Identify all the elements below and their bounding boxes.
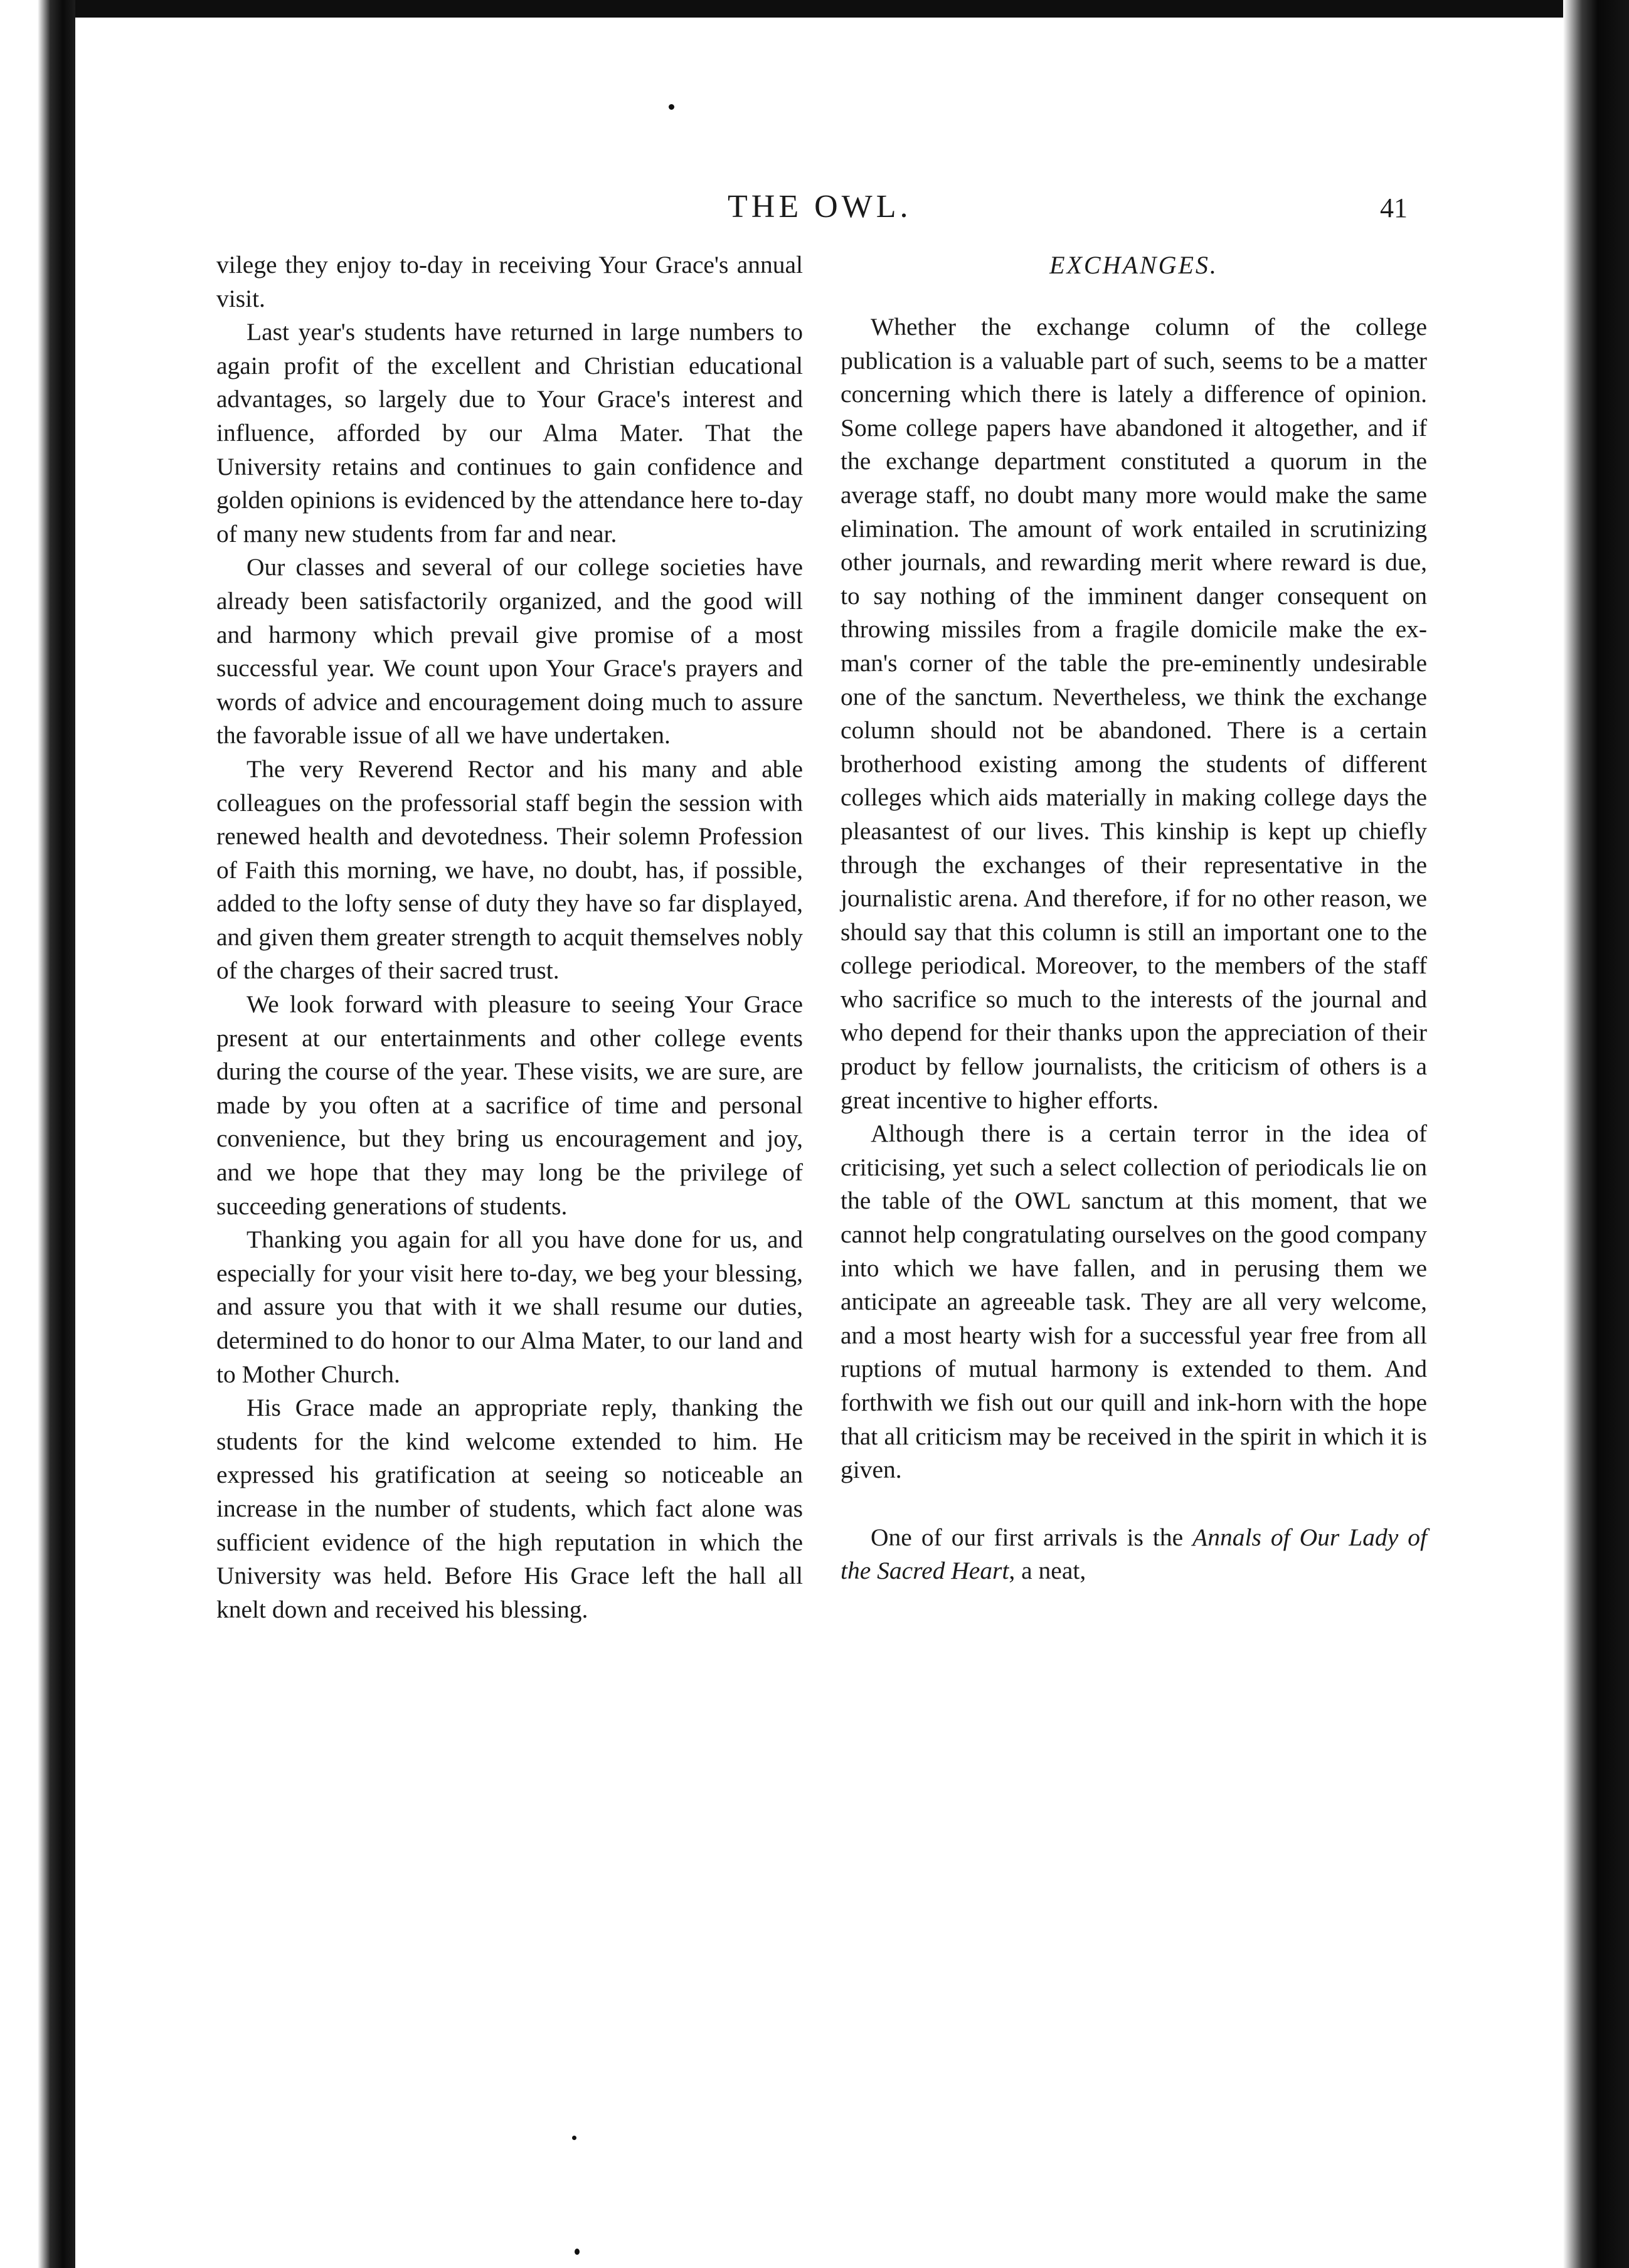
scan-top-edge: [0, 0, 1629, 18]
paragraph: His Grace made an appropriate reply, thanking the students for the kind welcome extended to him. He expressed his gratification at seeing so noticeable an increase in the number of students, which fact alone was sufficient evidence of the high reputation in which the University was held. Before His Grace left the hall all knelt down and received his blessing.: [216, 1394, 803, 1623]
scan-speck: [572, 2136, 576, 2140]
page-number: 41: [1380, 193, 1408, 223]
paragraph: We look forward with pleasure to seeing Your Grace present at our entertainments and other college events during the course of the year. These visits, we are sure, are made by you often at a sacrifice of time and personal convenience, but they bring us encouragement and joy, and we hope that they may long be the privilege of succeeding generations of students.: [216, 990, 803, 1220]
right-column: [841, 248, 1427, 1588]
running-title: THE OWL.: [728, 189, 912, 225]
scan-left-edge: [0, 0, 75, 2268]
paragraph: vilege they enjoy to-day in receiving Your Grace's annual visit.: [216, 251, 803, 312]
paragraph: Whether the exchange column of the college publication is a valuable part of such, seems to be a matter concerning which there is lately a difference of opinion. Some college papers have abandoned it altogether, and if the exchange department constituted a quorum in the average staff, no doubt many more would make the same elimination. The amount of work entailed in scrutinizing other journals, and rewarding merit where reward is due, to say nothing of the imminent danger consequent on throwing missiles from a fragile domicile make the ex-man's corner of the table the pre-eminently undesirable one of the sanctum. Nevertheless, we think the exchange column should not be abandoned. There is a certain brotherhood existing among the students of different colleges which aids materially in making college days the pleasantest of our lives. This kinship is kept up chiefly through the exchanges of their representative in the journalistic arena. And therefore, if for no other reason, we should say that this column is still an important one to the college periodical. Moreover, to the members of the staff who sacrifice so much to the interests of the journal and who depend for their thanks upon the appreciation of their product by fellow journalists, the criticism of others is a great incentive to higher efforts.: [841, 313, 1427, 1114]
page-header: [0, 188, 1629, 238]
paragraph-last: [841, 1521, 1427, 1588]
paragraph: The very Reverend Rector and his many and able colleagues on the professorial staff begin the session with renewed health and devotedness. Their solemn Profession of Faith this morning, we have, no doubt, has, if possible, added to the lofty sense of duty they have so far displayed, and given them greater strength to acquit themselves nobly of the charges of their sacred trust.: [216, 755, 803, 985]
scan-speck: [669, 104, 674, 110]
text-run: One of our first arrivals is the: [871, 1523, 1193, 1551]
italic-title: Annals of Our Lady of the Sacred Heart: [841, 1523, 1427, 1585]
section-heading-exchanges: EXCHANGES.: [1049, 251, 1218, 279]
paragraph-gap: [841, 1487, 1427, 1521]
scan-speck: [575, 2249, 580, 2255]
paragraph: Last year's students have returned in large numbers to again profit of the excellent and Christian educational advantages, so largely due to Your Grace's interest and influence, afforded by our Alma Mater. That the University retains and continues to gain confidence and golden opinions is evidenced by the attendance here to-day of many new students from far and near.: [216, 318, 803, 548]
scan-right-edge: [1563, 0, 1629, 2268]
text-run: , a neat,: [1009, 1557, 1086, 1585]
left-column: [216, 248, 803, 1626]
paragraph: Although there is a certain terror in the idea of criticising, yet such a select collection of periodicals lie on the table of the OWL sanctum at this moment, that we cannot help congratulating ourselves on the good company into which we have fallen, and in perusing them we anticipate an agreeable task. They are all very welcome, and a most hearty wish for a successful year free from all ruptions of mutual harmony is extended to them. And forthwith we fish out our quill and ink-horn with the hope that all criticism may be received in the spirit in which it is given.: [841, 1120, 1427, 1484]
paragraph: Thanking you again for all you have done for us, and especially for your visit here to-day, we beg your blessing, and assure you that with it we shall resume our duties, determined to do honor to our Alma Mater, to our land and to Mother Church.: [216, 1226, 803, 1388]
paragraph: Our classes and several of our college societies have already been satisfactorily organized, and the good will and harmony which prevail give promise of a most successful year. We count upon Your Grace's prayers and words of advice and encouragement doing much to assure the favorable issue of all we have undertaken.: [216, 553, 803, 750]
